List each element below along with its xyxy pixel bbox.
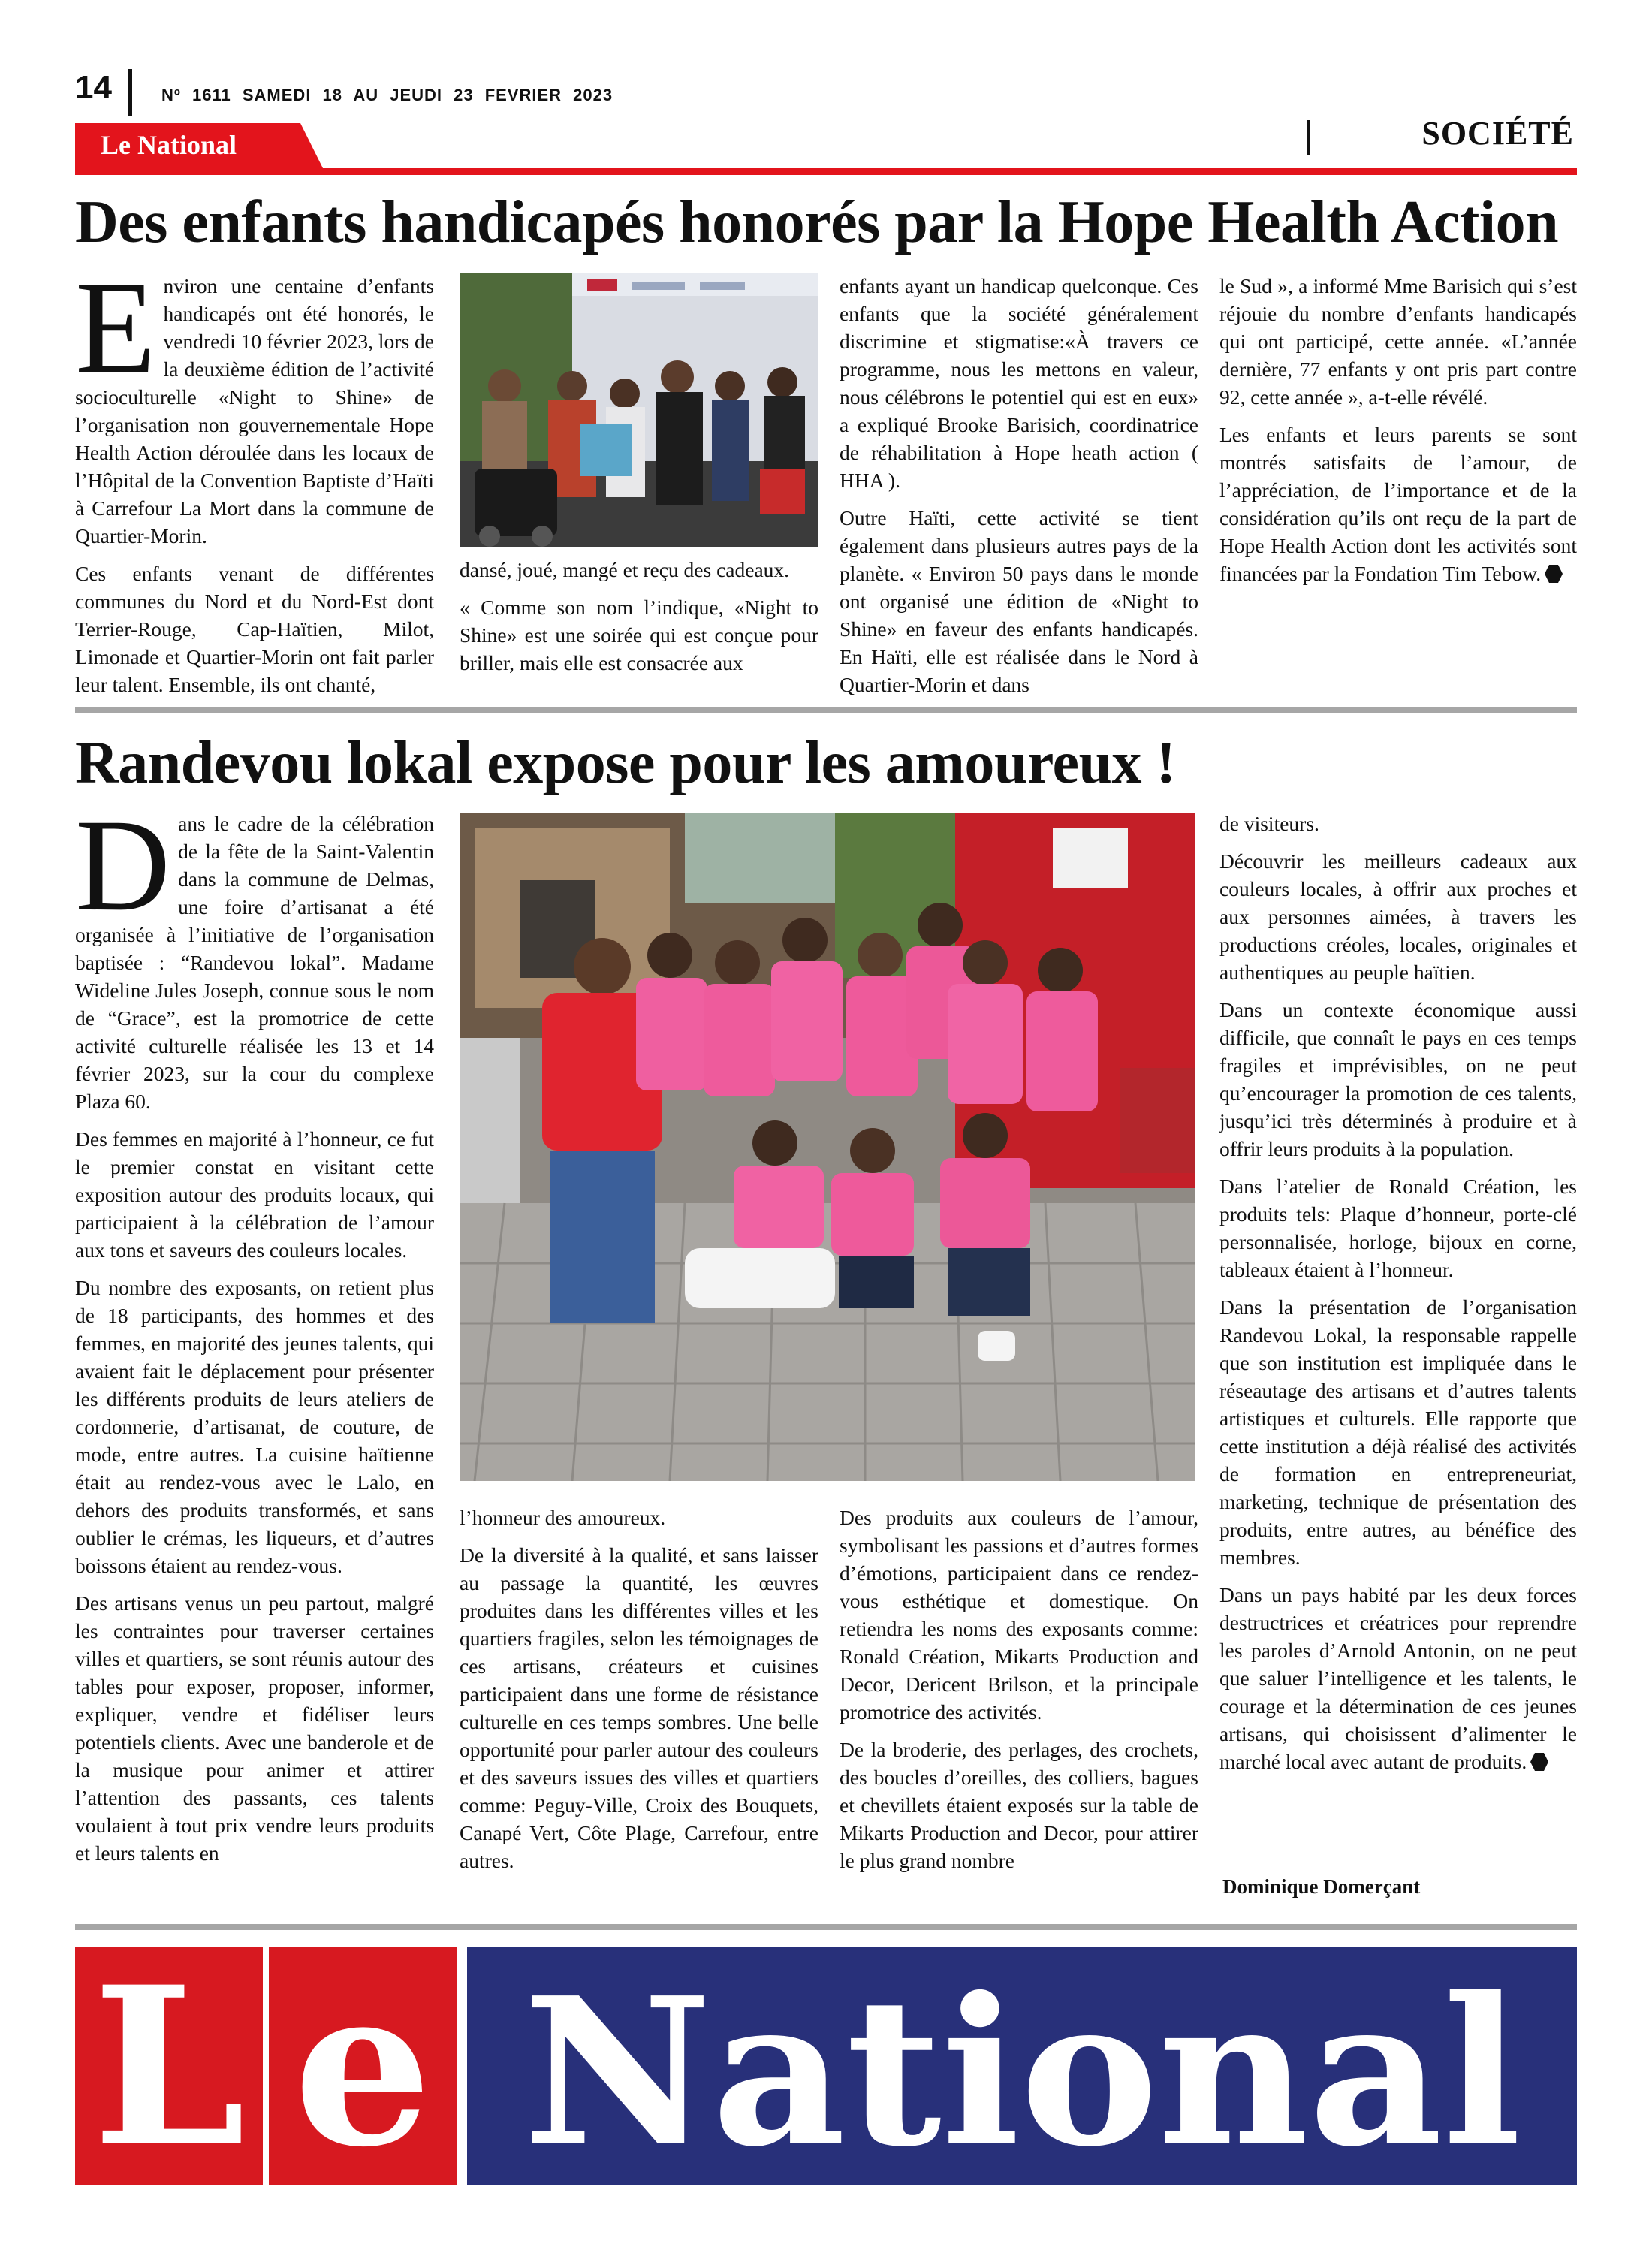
le-national-banner [75, 1947, 1577, 2185]
article1-col2-p2: « Comme son nom l’indique, «Night to Shine» est une soirée qui est conçue pour briller, mais elle est consacrée aux [460, 596, 818, 674]
article2-col3-p2: De la broderie, des perlages, des crochets, des boucles d’oreilles, des colliers, bagues et chevillets étaient exposés sur la table de Mikarts Production and Decor, pour attirer le plus grand nombre [840, 1738, 1198, 1872]
article1-drop-cap: E [75, 255, 156, 401]
article2-col1-p1: ans le cadre de la célébration de la fête de la Saint-Valentin dans la commune de Delmas, une foire d’artisanat a été organisée à l’initiative de l’organisation baptisée : “Randevou lokal”. Madame Wideline Jules Joseph, connue sous le nom de “Grace”, est la promotrice de cette activité culturelle réalisée les 13 et 14 février 2023, sur la cour du complexe Plaza 60. [75, 812, 434, 1113]
article2-headline: Randevou lokal expose pour les amoureux ! [75, 730, 1176, 796]
article2-col1-p4: Des artisans venus un peu partout, malgré les contraintes pour traverser certaines villes et quartiers, se sont réunis autour des tables pour exposer, proposer, informer, expliquer, vendre et fidéliser leurs potentiels clients. Avec une banderole et de la musique pour animer et attirer l’attention des passants, ces talents voulaient à tout prix vendre leurs produits et leurs talents en [75, 1591, 434, 1865]
article2-col4-p3: Dans un contexte économique aussi difficile, que connaît le pays en ces temps fragiles et imprévisibles, on ne peut qu’encourager la promotion de ces talents, jusqu’ici très déterminés à produire et à offrir leurs produits à la population. [1219, 998, 1577, 1160]
article2-column-1 [75, 792, 434, 1877]
article1-photo [460, 273, 818, 547]
article2-column-3 [840, 1504, 1198, 1884]
hexagon-end-mark-icon [1530, 1752, 1549, 1772]
article1-column-2 [460, 556, 818, 686]
article1-col3-p1: enfants ayant un handicap quelconque. Ces enfants que la société généralement discrimine et stigmatise:«À travers ce programme, nous les mettons en valeur, nous célébrons le potentiel qui est en eux» a expliqué Brooke Barisich, coordinatrice de réhabilitation à Hope heath action ( HHA ). [840, 274, 1198, 492]
svg-text:National: National [523, 1953, 1522, 2185]
article2-byline: Dominique Domerçant [1222, 1875, 1421, 1898]
article-separator-rule [75, 707, 1577, 713]
brand-tag [75, 123, 323, 168]
article2-col4-p2: Découvrir les meilleurs cadeaux aux couleurs locales, à offrir aux proches et aux personnes aimées, à travers les productions créoles, locales, originales et authentiques au peuple haïtien. [1219, 849, 1577, 984]
article2-col1-p3: Du nombre des exposants, on retient plus de 18 participants, des hommes et des femmes, en majorité des jeunes talents, qui avaient fait le déplacement pour présenter les différents produits de leurs ateliers de cordonnerie, d’artisanat, de couture, de mode, entre autres. La cuisine haïtienne était au rendez-vous avec le Lalo, en dehors des produits transformés, et sans oublier le crémas, les liqueurs, et d’autres boissons étaient au rendez-vous. [75, 1276, 434, 1577]
article2-col3-p1: Des produits aux couleurs de l’amour, symbolisant les passions et d’autres formes d’émotions, participaient dans ce rendez-vous esthétique et domestique. On retiendra les noms des exposants comme: Ronald Création, Mikarts Production and Decor, Dericent Brilson, et la principale promotrice des activités. [840, 1506, 1198, 1724]
article1-col1-p1: nviron une centaine d’enfants handicapés ont été honorés, le vendredi 10 février 2023, lors de la deuxième édition de l’activité socioculturelle «Night to Shine» de l’organisation non gouvernementale Hope Health Action déroulée dans les locaux de l’Hôpital de la Convention Baptiste d’Haïti à Carrefour La Mort dans la commune de Quartier-Morin. [75, 274, 434, 547]
article2-column-2 [460, 1504, 818, 1884]
header-rule [75, 168, 1577, 175]
article2-column-4 [1219, 810, 1577, 1785]
article2-col4-p1: de visiteurs. [1219, 812, 1319, 835]
article1-column-3 [840, 272, 1198, 708]
article1-column-1 [75, 255, 434, 708]
section-divider [1307, 120, 1310, 155]
issue-date-line: Nº 1611 SAMEDI 18 AU JEUDI 23 FEVRIER 2023 [161, 86, 613, 104]
article2-col4-p6: Dans un pays habité par les deux forces destructrices et créatrices pour reprendre les paroles d’Arnold Antonin, on ne peut que saluer l’intelligence et les talents, le courage et la détermination de ces jeunes artisans, qui choisissent d’alimenter le marché local avec autant de produits. [1219, 1583, 1577, 1773]
svg-text:L: L [92, 1947, 246, 2185]
article2-drop-cap: D [75, 792, 171, 939]
footer-separator-rule [75, 1924, 1577, 1930]
svg-text:e: e [293, 1947, 433, 2185]
article1-column-4 [1219, 272, 1577, 597]
article1-col4-p2: Les enfants et leurs parents se sont montrés satisfaits de l’amour, de l’appréciation, de l’importance et de la considération qu’ils ont reçu de la part de Hope Health Action dont les activités sont financées par la Fondation Tim Tebow. [1219, 423, 1577, 585]
article2-col4-p5: Dans la présentation de l’organisation Randevou Lokal, la responsable rappelle que son institution est impliquée dans le réseautage des artisans et d’autres talents artistiques et culturels. Elle rapporte que cette institution a déjà réalisé des activités de formation en entrepreneuriat, marketing, technique de présentation des produits, entre autres, au bénéfice des membres. [1219, 1295, 1577, 1569]
page-number: 14 [75, 69, 112, 106]
hexagon-end-mark-icon [1544, 564, 1563, 584]
page-number-divider [128, 69, 132, 116]
brand-tag-label: Le National [101, 130, 237, 160]
article2-col4-p4: Dans l’atelier de Ronald Création, les produits tels: Plaque d’honneur, porte-clé personnalisée, horloge, bijoux en corne, tableaux étaient à l’honneur. [1219, 1175, 1577, 1281]
article1-col4-p1: le Sud », a informé Mme Barisich qui s’est réjouie du nombre d’enfants handicapés qui ont participé, cette année. «L’année dernière, 77 enfants y ont pris part contre 92, cette année », a-t-elle révélé. [1219, 274, 1577, 409]
article1-col1-p2: Ces enfants venant de différentes communes du Nord et du Nord-Est dont Terrier-Rouge, Cap-Haïtien, Milot, Limonade et Quartier-Morin ont fait parler leur talent. Ensemble, ils ont chanté, [75, 562, 434, 696]
article2-col2-p2: De la diversité à la qualité, et sans laisser au passage la quantité, les œuvres produites dans les différentes villes et les quartiers fragiles, selon les témoignages de ces artisans, créateurs et cuisines participaient dans une forme de résistance culturelle en ces temps sombres. Une belle opportunité pour parler autour des couleurs et des saveurs issues des villes et quartiers comme: Peguy-Ville, Croix des Bouquets, Canapé Vert, Côte Plage, Carrefour, entre autres. [460, 1543, 818, 1872]
section-title: SOCIÉTÉ [1421, 115, 1574, 152]
article1-col3-p2: Outre Haïti, cette activité se tient également dans plusieurs autres pays de la planète. « Environ 50 pays dans le monde ont organisé une édition de «Night to Shine» en faveur des enfants handicapés. En Haïti, elle est réalisée dans le Nord à Quartier-Morin et dans [840, 506, 1198, 696]
article2-col2-p1: l’honneur des amoureux. [460, 1506, 666, 1529]
article2-photo [460, 813, 1195, 1481]
article1-col2-p1: dansé, joué, mangé et reçu des cadeaux. [460, 558, 790, 581]
article1-headline: Des enfants handicapés honorés par la Hope Health Action [75, 189, 1559, 255]
article2-col1-p2: Des femmes en majorité à l’honneur, ce fut le premier constat en visitant cette exposition autour des produits locaux, qui participaient à la célébration de l’amour aux tons et saveurs des couleurs locales. [75, 1127, 434, 1262]
